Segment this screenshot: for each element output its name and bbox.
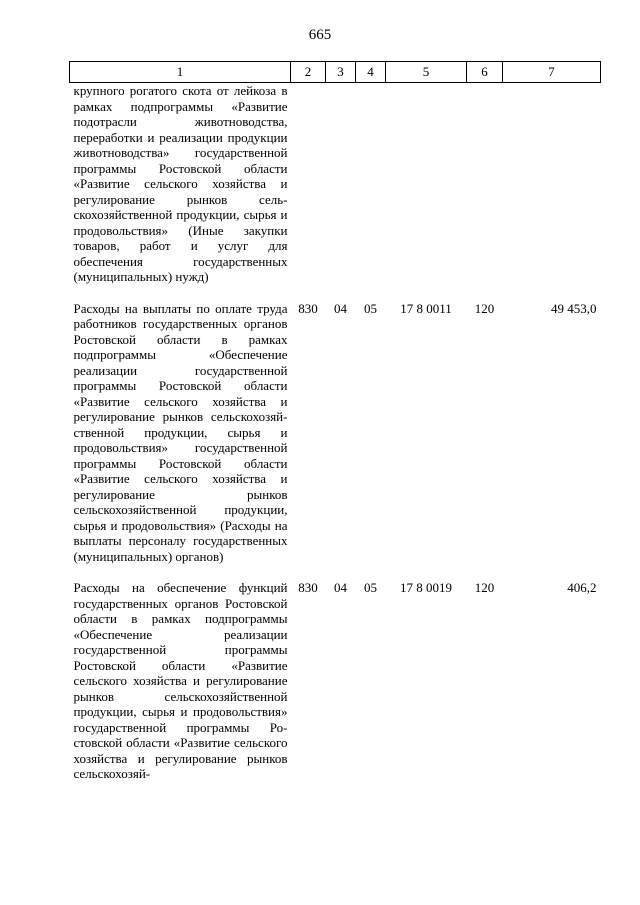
section-code: 04 bbox=[334, 300, 347, 316]
ministry-code bbox=[291, 83, 326, 285]
column-header: 5 bbox=[386, 62, 467, 83]
row-description: Расходы на обеспечение функций государственных органов Ростовской области в рамках подпрограммы «Обеспечение реализации государственной программы Ростовской области «Развитие сельского хозяйства и регулирование рынков сельскохозяйственной продукции, сырья и продовольствия» государственной программы Ростовской области «Развитие сельского хозяйства и регулирование рынков сельскохозяй- bbox=[73, 580, 288, 781]
table-row bbox=[70, 580, 601, 782]
column-header: 7 bbox=[503, 62, 601, 83]
row-description: Расходы на выплаты по оплате труда работников государственных органов Ростовской области в рамках подпрограммы «Обеспечение реализации государственной программы Ростовской области «Развитие сельского хозяйства и регулирование рынков сельскохозяйственной продукции, сырья и продовольствия» государственной программы Ростовской области «Развитие сельского хозяйства и регулирование рынков сельскохозяйственной продукции, сырья и продовольствия» (Расходы на выплаты персоналу государственных (муниципальных) органов) bbox=[73, 300, 288, 564]
amount: 49 453,0 bbox=[551, 300, 597, 316]
table-row bbox=[70, 301, 601, 565]
column-header: 2 bbox=[291, 62, 326, 83]
row-spacer bbox=[70, 285, 601, 301]
ministry-code: 830 bbox=[298, 580, 318, 595]
target-article-code: 17 8 0019 bbox=[400, 580, 452, 595]
subsection-code bbox=[356, 83, 386, 285]
row-description: крупного рогатого скота от лейкоза в рамках подпрограммы «Развитие подотрасли животноводства, переработки и реализации продукции животноводства» государственной программы Ростовской области «Развитие сельского хозяйства и регулирование рынков сельскохозяйственной продукции, сырья и продовольствия» (Иные закупки товаров, работ и услуг для обеспечения государственных (муниципальных) нужд) bbox=[73, 83, 288, 284]
expense-type-code: 120 bbox=[474, 300, 495, 316]
ministry-code: 830 bbox=[298, 300, 318, 316]
subsection-code: 05 bbox=[364, 300, 377, 316]
table-row bbox=[70, 83, 601, 285]
row-spacer bbox=[70, 564, 601, 580]
section-code: 04 bbox=[334, 580, 347, 595]
expense-type-code bbox=[467, 83, 503, 285]
budget-table bbox=[69, 61, 601, 782]
amount: 406,2 bbox=[567, 580, 597, 595]
expense-type-code: 120 bbox=[474, 580, 495, 595]
page-number: 665 bbox=[308, 27, 332, 43]
target-article-code bbox=[386, 83, 467, 285]
column-header: 1 bbox=[70, 62, 291, 83]
subsection-code: 05 bbox=[364, 580, 377, 595]
table-header bbox=[70, 62, 601, 83]
column-header: 3 bbox=[326, 62, 356, 83]
column-header: 4 bbox=[356, 62, 386, 83]
section-code bbox=[326, 83, 356, 285]
amount bbox=[503, 83, 601, 285]
target-article-code: 17 8 0011 bbox=[400, 300, 452, 316]
column-header: 6 bbox=[467, 62, 503, 83]
